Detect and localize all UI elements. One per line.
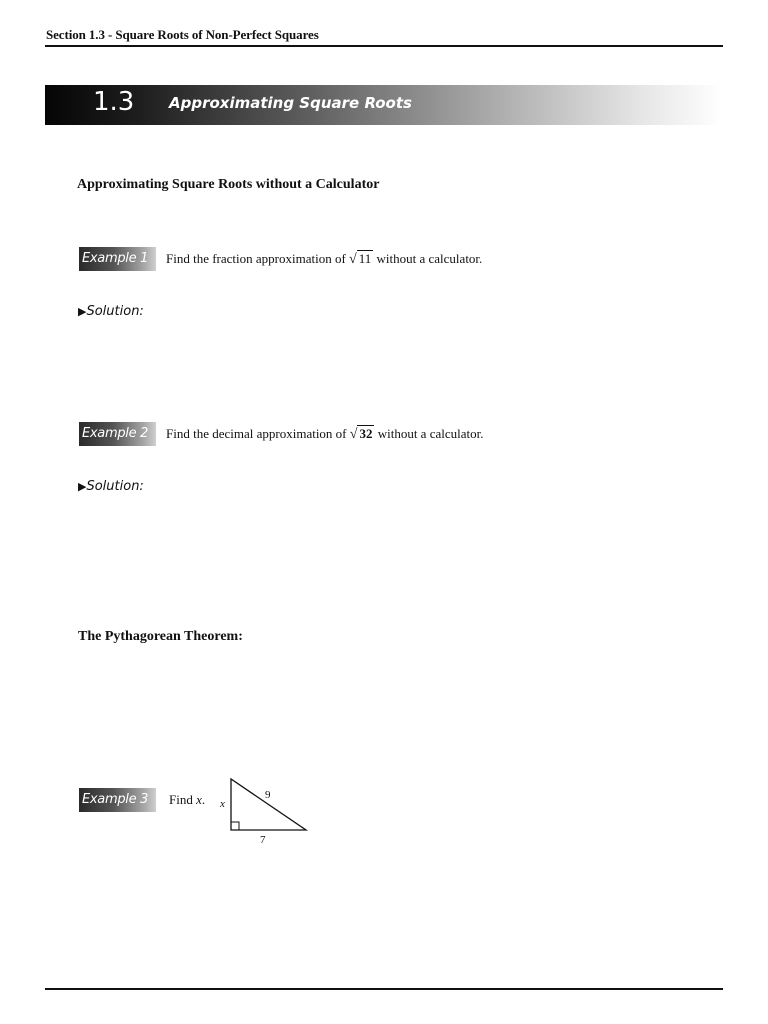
example-1-text: Find the fraction approximation of: [166, 251, 346, 266]
section-title: Approximating Square Roots: [169, 94, 412, 112]
example-1-text-end: without a calculator.: [376, 251, 483, 266]
triangle-outline: [231, 779, 306, 830]
solution-label: Solution:: [86, 479, 144, 494]
header-rule: [45, 45, 723, 47]
example-3-tag: Example 3: [79, 788, 156, 812]
section-number: 1.3: [93, 87, 135, 117]
sqrt-symbol: √ 32: [349, 426, 373, 442]
example-3-period: .: [201, 792, 206, 807]
right-triangle-figure: [215, 775, 315, 847]
pythagorean-heading: The Pythagorean Theorem:: [78, 629, 243, 644]
section-banner: [45, 85, 723, 125]
right-angle-mark: [231, 822, 239, 830]
example-3-text: Find: [169, 792, 193, 807]
subsection-heading: Approximating Square Roots without a Calculator: [77, 177, 380, 192]
example-3-prompt: [169, 792, 205, 808]
example-1-solution: [78, 304, 144, 319]
example-2-radicand: 32: [359, 426, 373, 441]
triangle-hypotenuse-label: 9: [265, 789, 271, 801]
solution-label: Solution:: [86, 304, 144, 319]
example-2-tag: Example 2: [79, 422, 156, 446]
sqrt-symbol: √ 11: [349, 251, 372, 267]
example-2-text-end: without a calculator.: [377, 426, 484, 441]
example-1-radicand: 11: [358, 251, 372, 266]
example-2-prompt: [166, 426, 483, 443]
example-1-prompt: [166, 251, 482, 268]
example-2-solution: [78, 479, 144, 494]
play-arrow-icon: ▶: [78, 305, 87, 318]
triangle-base-label: 7: [260, 834, 266, 846]
play-arrow-icon: ▶: [78, 480, 87, 493]
example-3-variable: x: [196, 792, 202, 807]
example-1-tag: Example 1: [79, 247, 156, 271]
running-header: Section 1.3 - Square Roots of Non-Perfect Squares: [46, 27, 319, 42]
footer-rule: [45, 988, 723, 990]
triangle-leg-label: x: [220, 798, 225, 810]
example-2-text: Find the decimal approximation of: [166, 426, 347, 441]
